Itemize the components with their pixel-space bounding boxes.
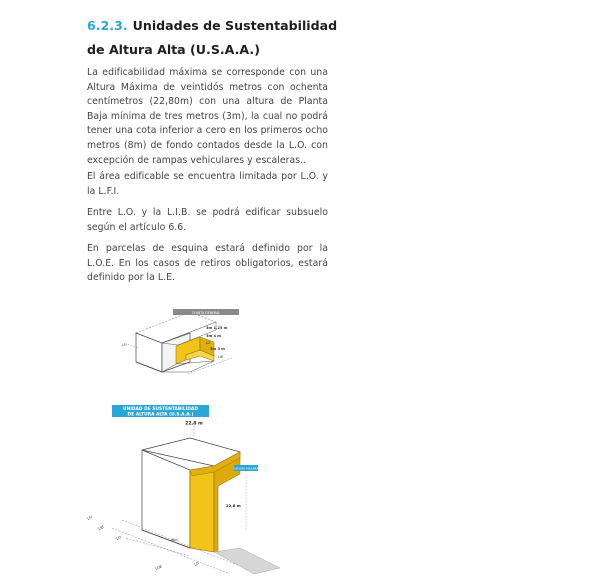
paragraph-esquina: En parcelas de esquina estará definido por la L.O.E. En los casos de retiros obligatorios, estará definido por la L.E. [87,243,328,284]
top-small-label-2: LO [206,341,211,345]
top-dim-label-3: 3m 3 m [210,347,225,351]
paragraph-edificabilidad: La edificabilidad máxima se corresponde con una Altura Máxima de veintidós metros con ochenta centímetros (22,80m) con una altura de Planta Baja mínima de tres metros (3m), la cual no podrá tener una cota inferior a cero en los primeros ocho metros (8m) de fondo contados desde la L.O. con excepción de rampas vehiculares y escaleras.. [87,67,328,166]
ground-label-3: LO [115,535,122,541]
paragraph-area-edificable: El área edificable se encuentra limitada por L.O. y la L.F.I. [87,171,328,197]
ground-label-5: LO [193,561,200,567]
usaa-badge-line2: DE ALTURA ALTA (U.S.A.A.) [127,412,194,418]
ground-label-2: LIB [97,524,105,531]
usaa-height-label: 22,8 m [185,421,203,427]
top-small-label-1: LFI [122,343,127,347]
depth-label: 16m [170,538,178,542]
side-dim-label: 22,8 m [226,503,241,508]
plan-label-text: PLANTA GENERAL [191,310,221,315]
top-dim-label-1: 3m 1,25 m [206,326,228,330]
bottom-building-diagram [87,405,280,574]
top-dim-label-2: 3m 4 m [206,334,221,338]
top-small-label-3: LIB [218,355,223,359]
usaa-badge-line1: UNIDAD DE SUSTENTABILIDAD [123,407,198,412]
section-title: Unidades de Sustentabilidad de Altura Alta (U.S.A.A.) [87,18,338,57]
section-number: 6.2.3. [87,18,128,33]
altura-maxima-text: ALTURA MÁXIMA [233,466,259,471]
top-isometric-block [122,309,239,374]
paragraph-subsuelo: Entre L.O. y la L.I.B. se podrá edificar subsuelo según el artículo 6.6. [87,207,328,233]
ground-label-1: LFI [86,515,94,521]
ground-label-4: LOE [154,564,163,571]
